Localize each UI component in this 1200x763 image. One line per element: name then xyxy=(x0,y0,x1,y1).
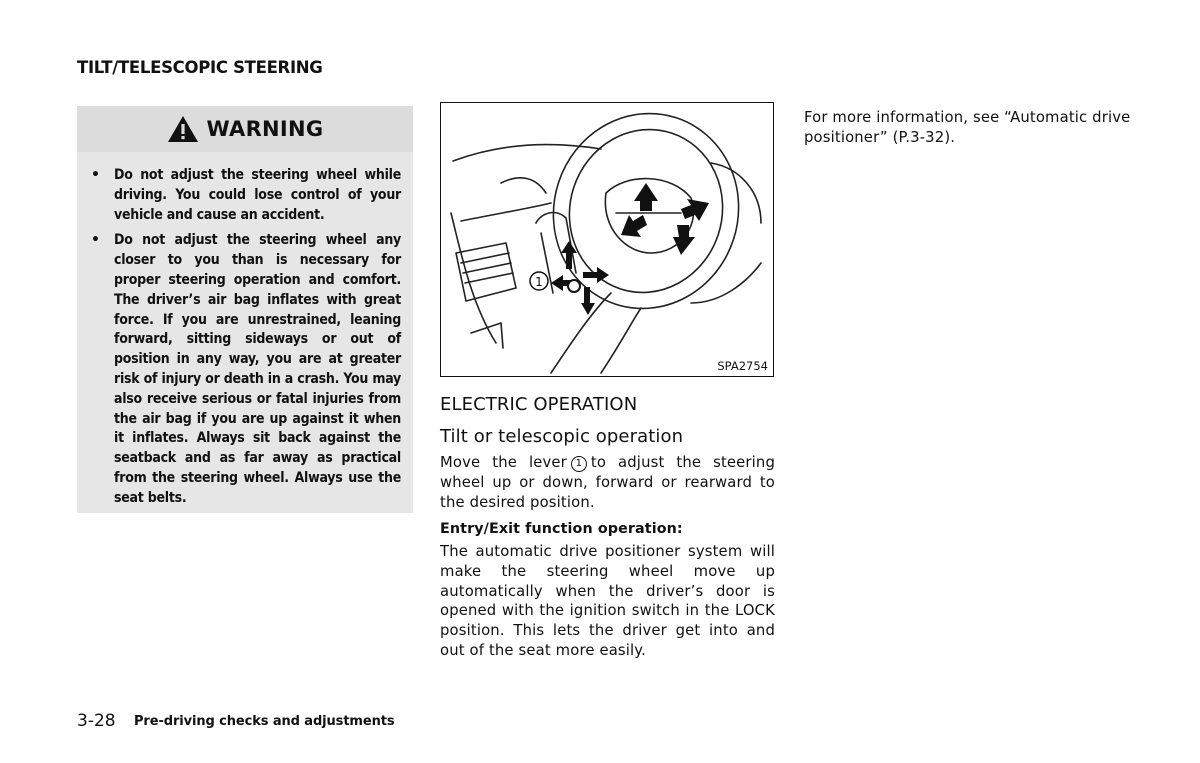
steering-illustration xyxy=(440,102,774,377)
subheading: Tilt or telescopic operation xyxy=(440,426,684,447)
section-title: TILT/TELESCOPIC STEERING xyxy=(77,58,323,77)
warning-item xyxy=(89,166,401,225)
entry-exit-paragraph: The automatic drive positioner system will make the steering wheel move up automatically when the driver’s door is opened with the ignition switch in the LOCK position. This lets the driver get into and out of the seat more easily. xyxy=(440,543,775,659)
warning-triangle-icon xyxy=(167,115,199,143)
warning-label: WARNING xyxy=(206,117,324,141)
warning-list xyxy=(89,166,401,515)
paragraph-text: to adjust the steering wheel up or down, forward or rearward to the desired position. xyxy=(440,454,775,511)
page-number: 3-28 xyxy=(77,711,116,731)
warning-header xyxy=(77,106,413,152)
bullet: • xyxy=(91,167,100,183)
paragraph-text: Move the lever xyxy=(440,454,567,471)
warning-item xyxy=(89,231,401,508)
tilt-paragraph xyxy=(440,453,775,512)
warning-text: Do not adjust the steering wheel any closer to you than is necessary for proper steering operation and comfort. The driver’s air bag inflates with great force. If you are unrestrained, leaning forward, sitting sideways or out of position in any way, you are at greater risk of injury or death in a crash. You may also receive serious or fatal injuries from the air bag if you are up against it when it inflates. Always sit back against the seatback and as far away as practical from the steering wheel. Always use the seat belts. xyxy=(114,232,401,506)
figure-code: SPA2754 xyxy=(717,359,768,373)
entry-exit-heading: Entry/Exit function operation: xyxy=(440,521,683,537)
warning-box xyxy=(77,106,413,513)
lever-marker: 1 xyxy=(571,456,587,472)
callout-number: 1 xyxy=(535,275,543,289)
bullet: • xyxy=(91,232,100,249)
section-heading: ELECTRIC OPERATION xyxy=(440,394,638,415)
steering-wheel-drawing xyxy=(441,103,773,376)
reference-paragraph: For more information, see “Automatic drive positioner” (P.3-32). xyxy=(804,109,1131,146)
warning-text: Do not adjust the steering wheel while driving. You could lose control of your vehicle and cause an accident. xyxy=(114,167,401,223)
chapter-title: Pre-driving checks and adjustments xyxy=(134,714,395,729)
